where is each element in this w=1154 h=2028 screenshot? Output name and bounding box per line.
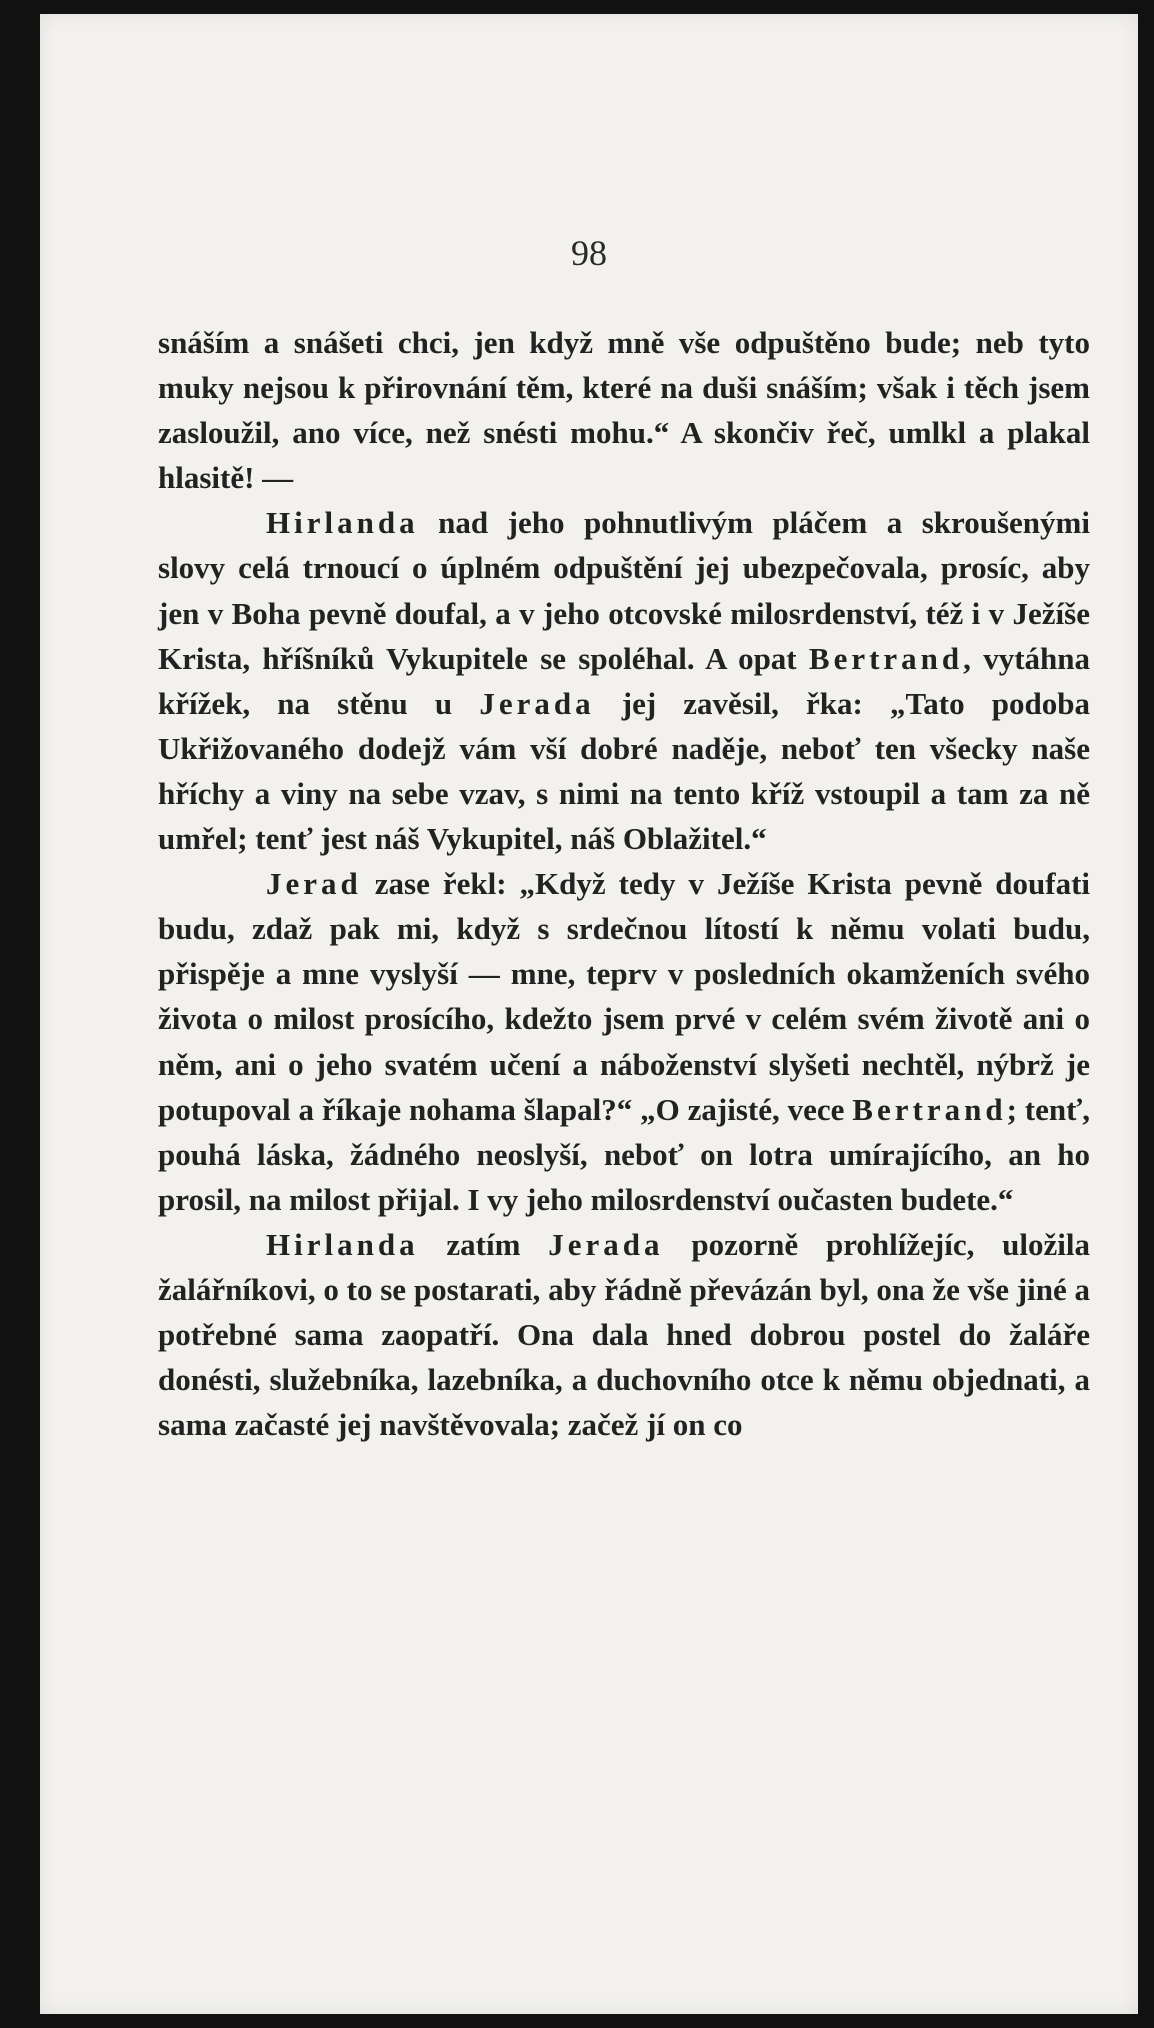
spaced-name: Bertrand [852, 1091, 1007, 1127]
text-run: zatím [418, 1226, 549, 1262]
text-run: , vytáhna křížek, na stěnu u [158, 640, 1090, 721]
paragraph [158, 320, 1090, 500]
paragraph [158, 861, 1090, 1222]
spaced-name: Hirlanda [266, 505, 419, 541]
paragraph [158, 500, 1090, 861]
text-run: zase řekl: „Když tedy v Ježíše Krista pevně doufati budu, zdaž pak mi, když s srdečnou lítostí k němu volati budu, přispěje a mne vyslyší — mne, teprv v posledních okamženích svého života o milost prosícího, kdežto jsem prvé v celém svém životě ani o něm, ani o jeho svatém učení a náboženství slyšeti nechtěl, nýbrž je potupoval a říkaje nohama šlapal?“ „O zajisté, vece [158, 866, 1090, 1127]
text-run: snáším a snášeti chci, jen když mně vše odpuštěno bude; neb tyto muky nejsou k přirovnání těm, které na duši snáším; však i těch jsem zasloužil, ano více, než snésti mohu.“ A skončiv řeč, umlkl a plakal hlasitě! — [158, 325, 1090, 496]
text-run: ; tenť, pouhá láska, žádného neoslyší, neboť on lotra umírajícího, an ho prosil, na milost přijal. I vy jeho milosrdenství oučasten budete.“ [158, 1091, 1090, 1217]
body-text [158, 320, 1090, 1447]
text-run: jej zavěsil, řka: „Tato podoba Ukřižovaného dodejž vám vší dobré naděje, neboť ten všecky naše hříchy a viny na sebe vzav, s nimi na tento kříž vstoupil a tam za ně umřel; tenť jest náš Vykupitel, náš Oblažitel.“ [158, 685, 1090, 857]
page-number: 98 [571, 233, 607, 273]
text-run: pozorně prohlížejíc, uložila žalářníkovi, o to se postarati, aby řádně převázán byl, ona že vše jiné a potřebné sama zaopatří. Ona dala hned dobrou postel do žaláře donésti, služebníka, lazebníka, a duchovního otce k němu objednati, a sama začasté jej navštěvovala; začež jí on co [158, 1226, 1090, 1443]
paragraph [158, 1222, 1090, 1447]
spaced-name: Jerad [266, 866, 362, 902]
spaced-name: Jerada [548, 1226, 664, 1262]
text-run: nad jeho pohnutlivým pláčem a skroušenými slovy celá trnoucí o úplném odpuštění jej ubezpečovala, prosíc, aby jen v Boha pevně doufal, a v jeho otcovské milosrdenství, též i v Ježíše Krista, hříšníků Vykupitele se spoléhal. A opat [158, 505, 1090, 676]
spaced-name: Jerada [479, 685, 595, 721]
spaced-name: Bertrand [808, 640, 964, 676]
spaced-name: Hirlanda [266, 1226, 419, 1262]
book-page [40, 14, 1138, 2014]
